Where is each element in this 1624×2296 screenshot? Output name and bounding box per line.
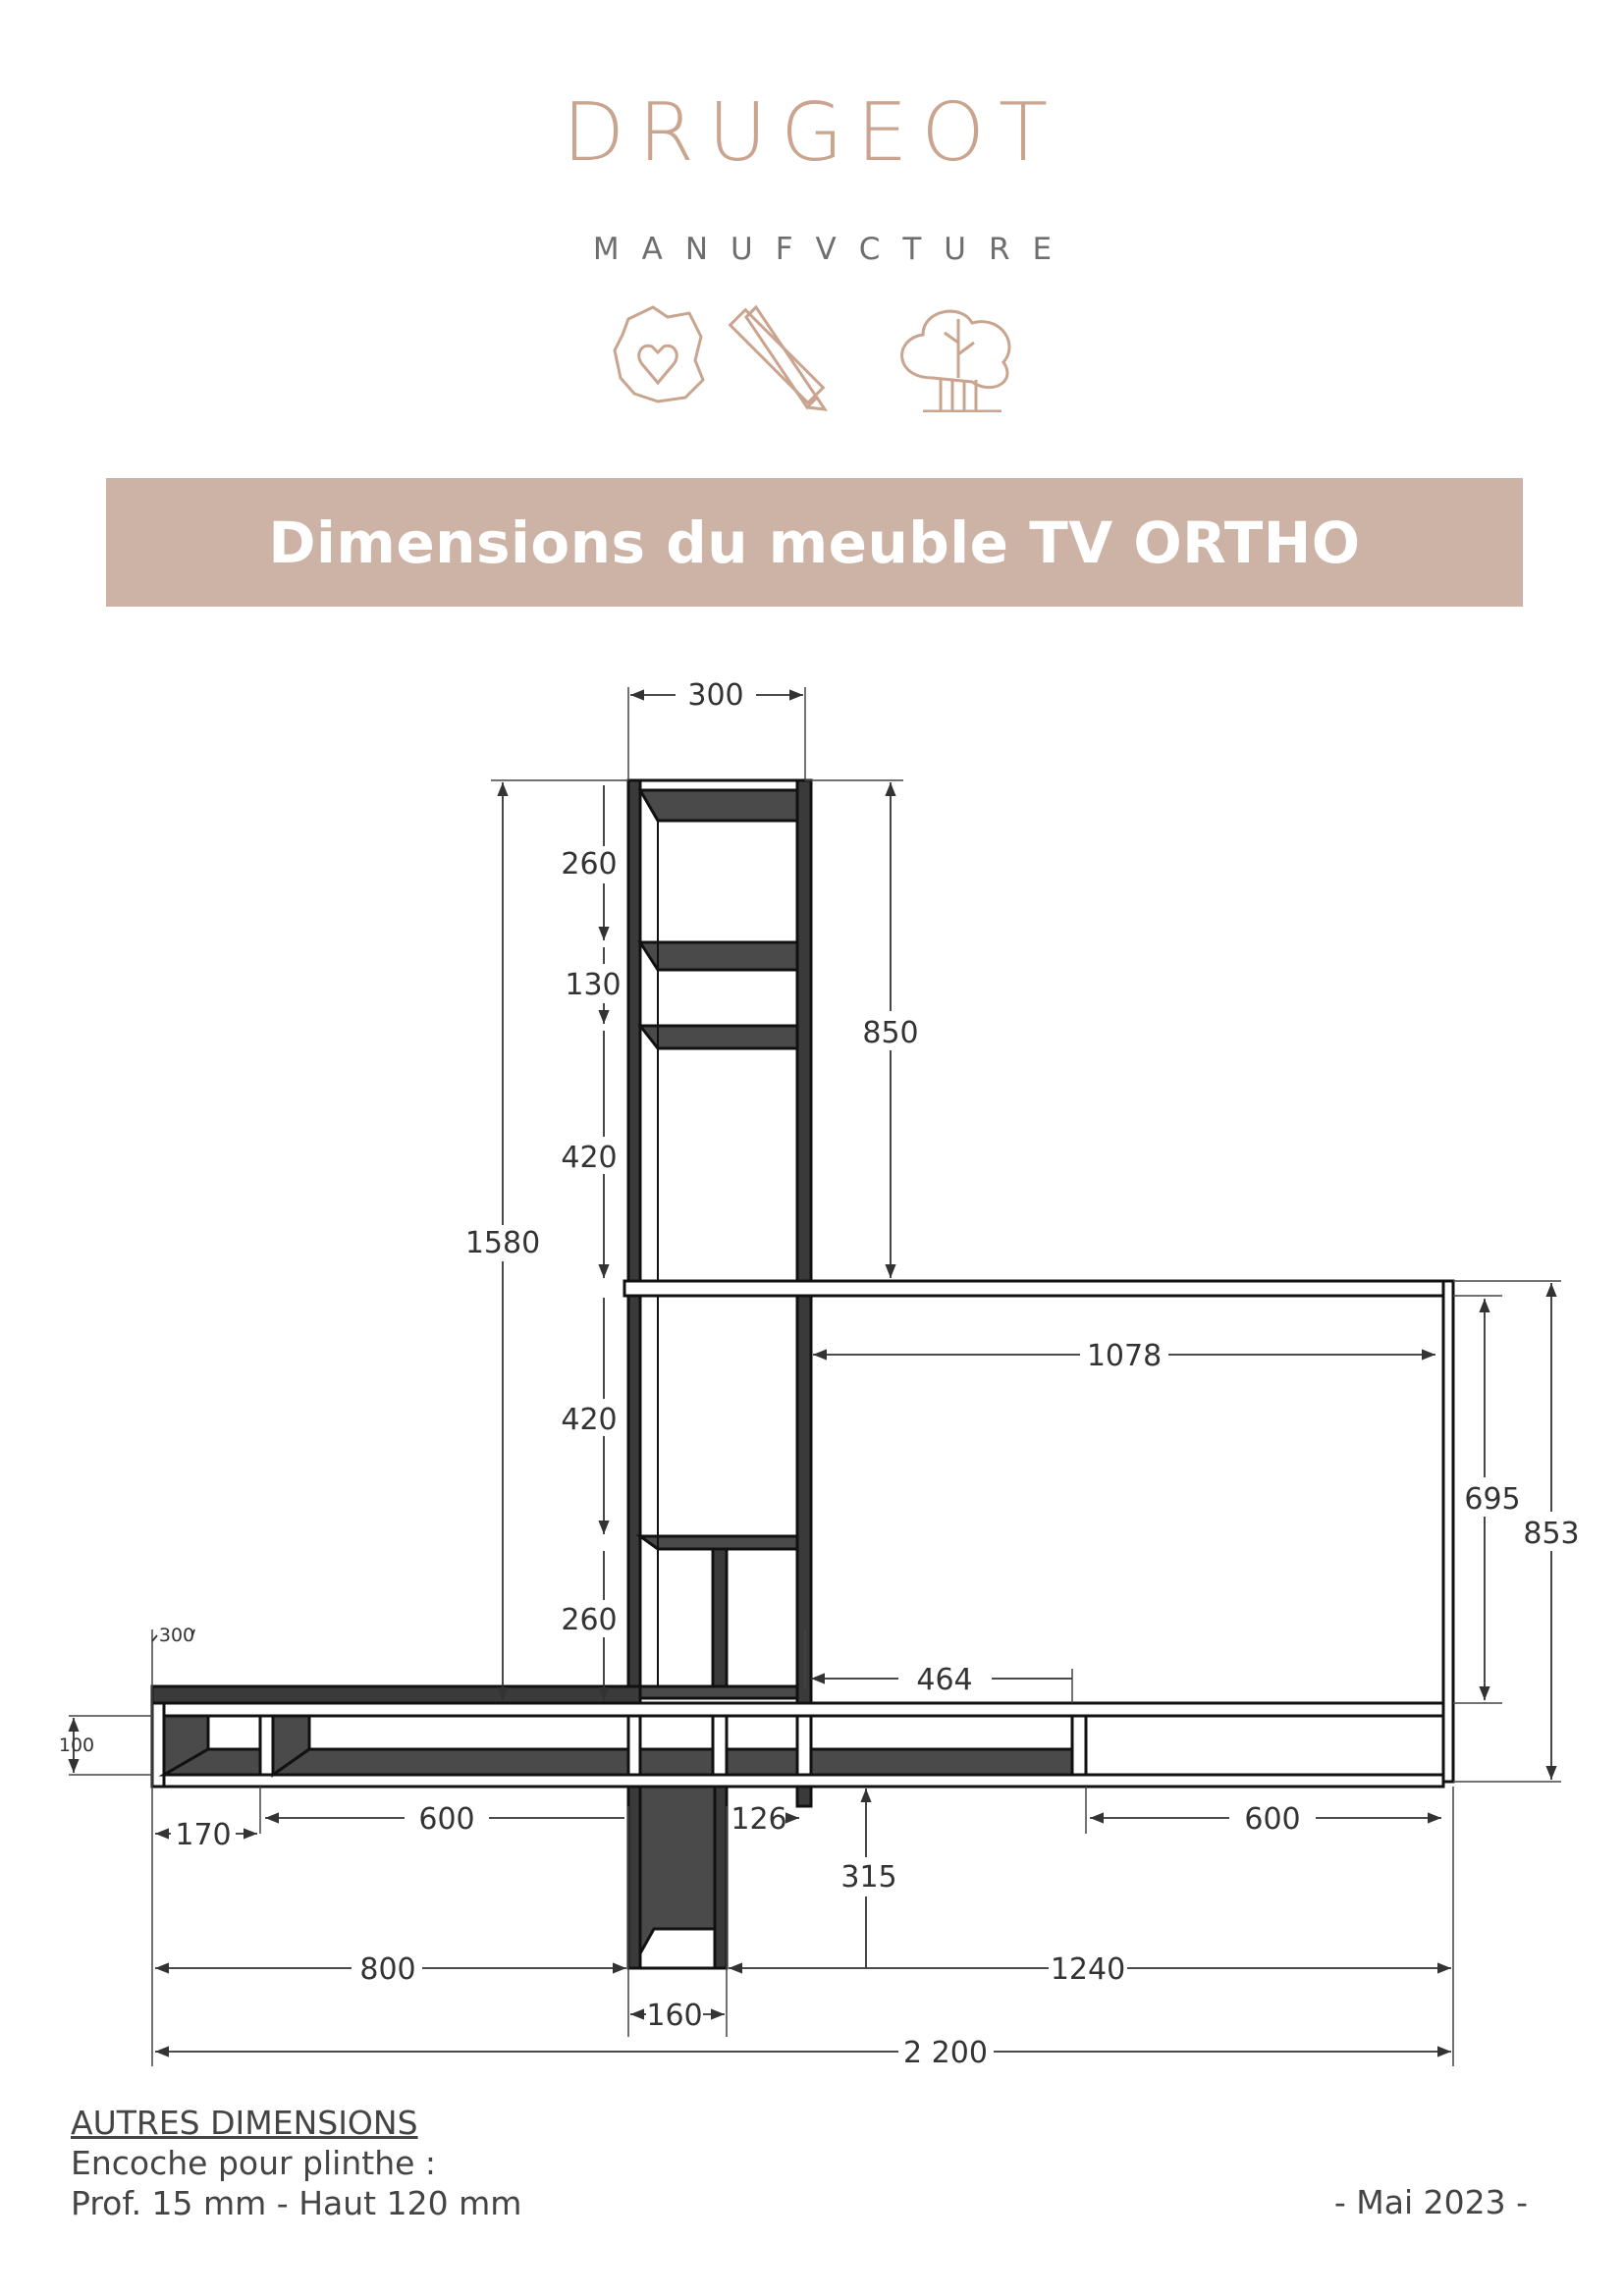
dim-right-height: 853 (1523, 1517, 1580, 1551)
dim-tower-offset: 126 (731, 1802, 787, 1837)
dim-right-niche: 600 (1244, 1802, 1301, 1837)
tower-foot (628, 1785, 727, 1968)
dim-right-section: 1240 (1050, 1952, 1126, 1987)
footer-line-2: Prof. 15 mm - Haut 120 mm (71, 2184, 522, 2222)
footer-line-1: Encoche pour plinthe : (71, 2144, 437, 2182)
dim-tower-gap: 130 (565, 968, 622, 1002)
brand-subtitle: MANUFVCTURE (592, 232, 1075, 267)
dim-tv-opening-height: 695 (1464, 1482, 1521, 1517)
footer-notes (71, 2103, 521, 2223)
dim-upper-height: 850 (862, 1016, 919, 1050)
dim-overall-width: 2 200 (903, 2036, 988, 2070)
dim-foot-height: 315 (840, 1860, 897, 1895)
dim-tv-width: 1078 (1086, 1339, 1163, 1373)
footer-heading: AUTRES DIMENSIONS (71, 2104, 418, 2142)
dim-tower-mid: 420 (561, 1141, 618, 1175)
dim-left-niche: 600 (418, 1802, 475, 1837)
dim-lower-compartment: 420 (561, 1403, 618, 1437)
dim-left-section: 800 (359, 1952, 416, 1987)
furniture-outline (152, 780, 1453, 1968)
dim-left-small: 170 (175, 1818, 232, 1852)
dim-foot-width: 160 (646, 1999, 703, 2033)
footer-date: - Mai 2023 - (1333, 2183, 1528, 2221)
dim-depth-note: 300 (158, 1625, 195, 1646)
page-title: Dimensions du meuble TV ORTHO (268, 508, 1361, 576)
brand-logo-text: DRUGEOT (562, 86, 1062, 180)
dim-tower-width: 300 (687, 678, 744, 713)
dim-plinth-height: 100 (58, 1735, 95, 1756)
dim-total-height: 1580 (464, 1226, 541, 1260)
dim-base-height: 260 (561, 1603, 618, 1637)
extension-lines (69, 687, 1561, 2066)
dim-tower-top: 260 (561, 847, 618, 881)
dim-insert-width: 464 (916, 1663, 973, 1697)
dimension-labels (59, 678, 1580, 2070)
